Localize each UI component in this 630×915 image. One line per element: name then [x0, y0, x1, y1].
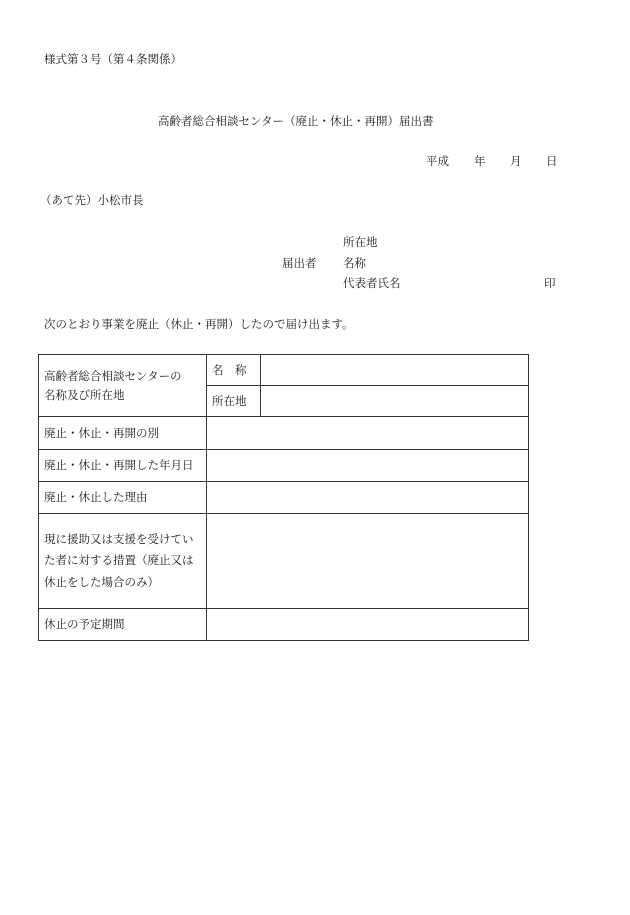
measures-field[interactable] — [207, 514, 529, 609]
date-day: 日 — [546, 154, 558, 168]
table-row — [39, 355, 529, 386]
reporter-representative-label: 代表者氏名 — [343, 276, 401, 290]
measures-label: 現に援助又は支援を受けてい た者に対する措置（廃止又は 休止をした場合のみ） — [39, 514, 207, 609]
form-number: 様式第３号（第４条関係） — [44, 52, 182, 66]
table-row — [39, 450, 529, 482]
period-label: 休止の予定期間 — [39, 609, 207, 641]
seal-mark: 印 — [544, 276, 556, 290]
reporter-address-label: 所在地 — [343, 235, 378, 249]
center-name-field[interactable] — [261, 355, 529, 386]
center-name-address-label: 高齢者総合相談センターの 名称及び所在地 — [39, 355, 207, 417]
table-row — [39, 609, 529, 641]
date-month: 月 — [510, 154, 522, 168]
statement: 次のとおり事業を廃止（休止・再開）したので届け出ます。 — [44, 317, 354, 331]
center-address-field[interactable] — [261, 386, 529, 417]
document-title: 高齢者総合相談センター（廃止・休止・再開）届出書 — [158, 114, 434, 128]
type-field[interactable] — [207, 417, 529, 450]
date-era: 平成 — [426, 154, 449, 168]
date-line — [426, 156, 558, 168]
table-row — [39, 482, 529, 514]
center-address-label: 所在地 — [207, 386, 261, 417]
table-row — [39, 514, 529, 609]
reporter-label: 届出者 — [282, 256, 317, 270]
notification-table — [38, 354, 529, 641]
reason-label: 廃止・休止した理由 — [39, 482, 207, 514]
reason-field[interactable] — [207, 482, 529, 514]
type-label: 廃止・休止・再開の別 — [39, 417, 207, 450]
table-row — [39, 417, 529, 450]
date-field[interactable] — [207, 450, 529, 482]
reporter-name-label: 名称 — [343, 256, 366, 270]
date-year: 年 — [474, 154, 486, 168]
addressee: （あて先）小松市長 — [40, 193, 144, 207]
center-name-label: 名 称 — [207, 355, 261, 386]
date-label: 廃止・休止・再開した年月日 — [39, 450, 207, 482]
period-field[interactable] — [207, 609, 529, 641]
